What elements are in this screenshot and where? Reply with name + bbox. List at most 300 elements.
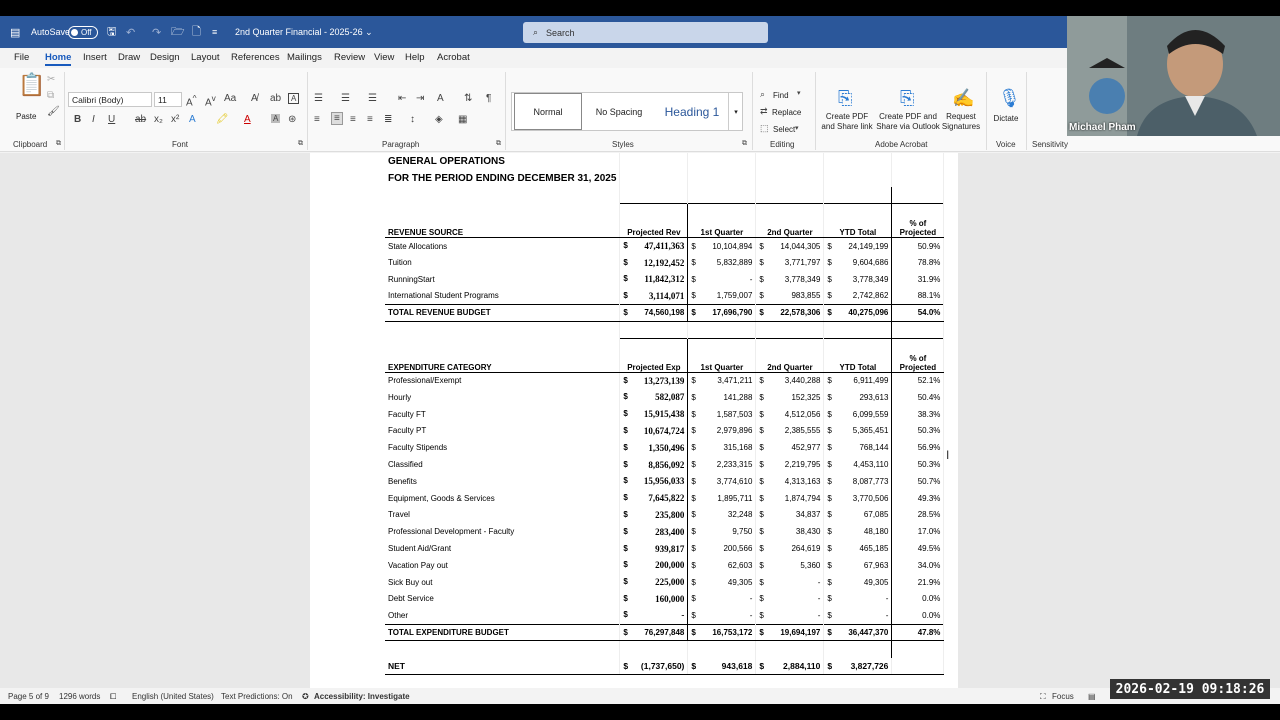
expenditure-row [385, 439, 944, 456]
text-effects-icon[interactable]: A [189, 114, 196, 125]
expenditure-q2: $ 152,325 [756, 389, 824, 406]
superscript-icon[interactable]: x² [171, 114, 180, 125]
expenditure-projected: $ 13,273,139 [620, 372, 688, 389]
revenue-q2: $ 983,855 [756, 288, 824, 305]
revenue-pct: 88.1% [892, 288, 944, 305]
expenditure-q1: $ 3,471,211 [688, 372, 756, 389]
expenditure-pct: 0.0% [892, 591, 944, 608]
create-pdf-outlook-button[interactable]: Create PDF and Share via Outlook [876, 112, 940, 131]
expenditure-header-ytd: YTD Total [824, 338, 892, 372]
copy-icon[interactable]: ⧉ [47, 90, 55, 101]
revenue-total-ytd: $ 40,275,096 [824, 305, 892, 322]
participant-name: Michael Pham [1069, 122, 1136, 133]
revenue-label: RunningStart [385, 271, 620, 288]
expenditure-pct: 38.3% [892, 406, 944, 423]
format-painter-icon[interactable]: 🖌 [47, 106, 60, 117]
change-case-icon[interactable]: Aa [224, 93, 237, 104]
expenditure-projected: $ 7,645,822 [620, 490, 688, 507]
blank-cell [824, 153, 892, 170]
status-bar [0, 688, 1280, 704]
revenue-projected: $ 12,192,452 [620, 254, 688, 271]
net-value: $ (1,737,650) [620, 658, 688, 675]
blank-cell [688, 170, 756, 187]
expenditure-total-row [385, 624, 944, 641]
expenditure-label: Student Aid/Grant [385, 540, 620, 557]
dictate-button[interactable]: Dictate [993, 114, 1019, 123]
expenditure-row [385, 507, 944, 524]
expenditure-projected: $ 15,915,438 [620, 406, 688, 423]
spacer-row [385, 321, 944, 338]
blank-cell [756, 321, 824, 338]
document-area [0, 153, 1280, 688]
character-border-icon[interactable]: A [288, 93, 299, 104]
expenditure-projected: $ 235,800 [620, 507, 688, 524]
find-icon[interactable]: ⌕ [760, 89, 766, 99]
expenditure-q1: $ 62,603 [688, 557, 756, 574]
expenditure-ytd: $ 67,085 [824, 507, 892, 524]
numbering-icon[interactable]: ☰ [341, 93, 350, 104]
read-mode-icon[interactable]: ▤ [1088, 692, 1096, 701]
character-shading-icon[interactable]: A [273, 114, 279, 123]
expenditure-label: Faculty PT [385, 423, 620, 440]
blank-cell [892, 153, 944, 170]
revenue-ytd: $ 24,149,199 [824, 237, 892, 254]
search-placeholder: Search [546, 27, 575, 38]
title-general-operations-cell: GENERAL OPERATIONS [385, 153, 620, 170]
select-dropdown-icon[interactable]: ▾ [795, 125, 799, 132]
undo-icon[interactable]: ↶ [126, 26, 136, 39]
document-page[interactable] [310, 153, 958, 688]
expenditure-ytd: $ 293,613 [824, 389, 892, 406]
blank-cell [892, 641, 944, 658]
borders-icon[interactable]: ▦ [458, 114, 468, 125]
expenditure-ytd: $ 6,099,559 [824, 406, 892, 423]
bullets-icon[interactable]: ☰ [314, 93, 323, 104]
styles-gallery [511, 92, 743, 131]
blank-cell [620, 187, 688, 204]
expenditure-label: Faculty FT [385, 406, 620, 423]
tab-view[interactable]: View [374, 52, 395, 63]
expenditure-label: Classified [385, 456, 620, 473]
word-count[interactable]: 1296 words [59, 692, 101, 701]
sort-icon[interactable]: ⇅ [464, 93, 473, 104]
expenditure-header-label: EXPENDITURE CATEGORY [385, 338, 620, 372]
expenditure-ytd: $ 8,087,773 [824, 473, 892, 490]
revenue-header-label: REVENUE SOURCE [385, 203, 620, 237]
expenditure-q1: $ 49,305 [688, 574, 756, 591]
financial-table [385, 153, 944, 675]
spacer-row [385, 641, 944, 658]
accessibility-icon: ✪ [302, 692, 309, 701]
expenditure-row [385, 591, 944, 608]
expenditure-q1: $ 2,233,315 [688, 456, 756, 473]
paste-button[interactable]: Paste [16, 112, 37, 121]
microphone-icon[interactable]: 🎙 [998, 88, 1021, 108]
revenue-pct: 50.9% [892, 237, 944, 254]
style-heading-1[interactable]: Heading 1 [664, 104, 720, 119]
expenditure-row [385, 540, 944, 557]
editing-group-label: Editing [770, 140, 795, 149]
expenditure-ytd: $ - [824, 591, 892, 608]
enclose-characters-icon[interactable]: ⊛ [288, 114, 297, 125]
expenditure-pct: 0.0% [892, 607, 944, 624]
expenditure-header-q2: 2nd Quarter [756, 338, 824, 372]
expenditure-projected: $ 8,856,092 [620, 456, 688, 473]
revenue-row [385, 271, 944, 288]
tab-acrobat[interactable]: Acrobat [437, 52, 470, 63]
expenditure-ytd: $ - [824, 607, 892, 624]
expenditure-q1: $ - [688, 607, 756, 624]
expenditure-ytd: $ 768,144 [824, 439, 892, 456]
subscript-icon[interactable]: x₂ [154, 114, 163, 125]
blank-cell [756, 641, 824, 658]
autosave-label: AutoSave [31, 27, 71, 37]
expenditure-q1: $ 200,566 [688, 540, 756, 557]
align-center-icon[interactable]: ≡ [331, 112, 343, 125]
expenditure-q1: $ 141,288 [688, 389, 756, 406]
create-pdf-share-link-button[interactable]: Create PDF and Share link [821, 112, 873, 131]
expenditure-q1: $ 32,248 [688, 507, 756, 524]
show-formatting-icon[interactable]: ¶ [486, 93, 492, 104]
accessibility-status[interactable]: Accessibility: Investigate [314, 692, 410, 701]
open-folder-icon[interactable]: 🗁 [171, 25, 185, 38]
revenue-header-row [385, 203, 944, 237]
align-left-icon[interactable]: ≡ [314, 114, 320, 125]
revenue-ytd: $ 9,604,686 [824, 254, 892, 271]
expenditure-row [385, 456, 944, 473]
expenditure-q2: $ 1,874,794 [756, 490, 824, 507]
text-predictions[interactable]: Text Predictions: On [221, 692, 293, 701]
page-count[interactable]: Page 5 of 9 [8, 692, 49, 701]
asian-layout-icon[interactable]: A [437, 93, 444, 104]
blank-cell [620, 641, 688, 658]
expenditure-q2: $ 264,619 [756, 540, 824, 557]
shrink-font-icon[interactable]: $A^v$ [205, 93, 216, 109]
expenditure-total-q2: $ 19,694,197 [756, 624, 824, 641]
tab-references[interactable]: References [231, 52, 280, 63]
bold-icon[interactable]: B [74, 114, 82, 125]
expenditure-header-q1: 1st Quarter [688, 338, 756, 372]
expenditure-total-ytd: $ 36,447,370 [824, 624, 892, 641]
paragraph-group-label: Paragraph [382, 140, 420, 149]
expenditure-label: Travel [385, 507, 620, 524]
proofing-icon[interactable]: ⧠ [110, 692, 117, 701]
expenditure-row [385, 473, 944, 490]
title-period-ending [385, 170, 944, 187]
document-title[interactable]: 2nd Quarter Financial - 2025-26 ⌄ [235, 26, 373, 37]
blank-cell [892, 321, 944, 338]
expenditure-projected: $ 15,956,033 [620, 473, 688, 490]
paste-icon[interactable]: 📋 [18, 72, 46, 97]
tab-draw[interactable]: Draw [118, 52, 141, 63]
phonetic-guide-icon[interactable]: ab [270, 93, 282, 104]
decrease-indent-icon[interactable]: ⇤ [398, 93, 407, 104]
justify-icon[interactable]: ≡ [367, 114, 373, 125]
revenue-q1: $ 1,759,007 [688, 288, 756, 305]
expenditure-total-projected: $ 76,297,848 [620, 624, 688, 641]
expenditure-projected: $ 160,000 [620, 591, 688, 608]
revenue-q2: $ 3,771,797 [756, 254, 824, 271]
select-button[interactable]: Select [773, 125, 796, 134]
focus-icon[interactable]: ⛶ [1040, 692, 1046, 701]
blank-cell [385, 187, 620, 204]
revenue-label: State Allocations [385, 237, 620, 254]
strikethrough-icon[interactable]: ab [135, 114, 147, 125]
font-color-icon[interactable]: A [244, 114, 251, 125]
language[interactable]: English (United States) [132, 692, 214, 701]
expenditure-q2: $ - [756, 574, 824, 591]
blank-cell [824, 641, 892, 658]
expenditure-label: Debt Service [385, 591, 620, 608]
tab-insert[interactable]: Insert [83, 52, 107, 63]
search-box[interactable] [523, 22, 768, 43]
style-normal[interactable]: Normal [514, 93, 582, 130]
blank-cell [688, 321, 756, 338]
expenditure-label: Vacation Pay out [385, 557, 620, 574]
revenue-header-q1: 1st Quarter [688, 203, 756, 237]
clear-formatting-icon[interactable]: A̸ [251, 93, 258, 104]
sensitivity-group-label: Sensitivity [1032, 140, 1069, 149]
blank-cell [756, 187, 824, 204]
expenditure-pct: 50.3% [892, 423, 944, 440]
expenditure-q2: $ 34,837 [756, 507, 824, 524]
expenditure-q2: $ 2,385,555 [756, 423, 824, 440]
title-general-operations [385, 153, 944, 170]
net-value: $ 943,618 [688, 658, 756, 675]
revenue-total-q2: $ 22,578,306 [756, 305, 824, 322]
expenditure-pct: 50.4% [892, 389, 944, 406]
net-label: NET [385, 658, 620, 675]
replace-icon[interactable]: ⇄ [760, 106, 768, 116]
blank-cell [824, 187, 892, 204]
styles-more-icon[interactable]: ▾ [728, 93, 743, 130]
expenditure-q2: $ 2,219,795 [756, 456, 824, 473]
expenditure-projected: $ 200,000 [620, 557, 688, 574]
revenue-row [385, 288, 944, 305]
create-pdf-share-link-icon[interactable]: ⎘ [838, 88, 853, 108]
font-size-dropdown[interactable]: 11 [154, 92, 182, 107]
expenditure-total-pct: 47.8% [892, 624, 944, 641]
blank-cell [824, 170, 892, 187]
revenue-ytd: $ 2,742,862 [824, 288, 892, 305]
multilevel-list-icon[interactable]: ☰ [368, 93, 377, 104]
expenditure-projected: $ 582,087 [620, 389, 688, 406]
revenue-row [385, 237, 944, 254]
focus-button[interactable]: Focus [1052, 692, 1074, 701]
cut-icon[interactable]: ✂ [47, 74, 56, 85]
expenditure-q1: $ 9,750 [688, 523, 756, 540]
revenue-header-projected: Projected Rev [620, 203, 688, 237]
grow-font-icon[interactable]: A^ [186, 93, 197, 109]
blank-cell [892, 658, 944, 675]
expenditure-pct: 28.5% [892, 507, 944, 524]
expenditure-pct: 52.1% [892, 372, 944, 389]
expenditure-q2: $ 5,360 [756, 557, 824, 574]
blank-cell [688, 641, 756, 658]
highlight-icon[interactable]: 🖍 [216, 114, 229, 125]
find-dropdown-icon[interactable]: ▾ [797, 90, 801, 97]
webcam-overlay [1067, 16, 1280, 136]
spacer-row [385, 187, 944, 204]
expenditure-total-q1: $ 16,753,172 [688, 624, 756, 641]
request-signatures-button[interactable]: Request Signatures [941, 112, 981, 131]
revenue-q2: $ 14,044,305 [756, 237, 824, 254]
revenue-label: Tuition [385, 254, 620, 271]
expenditure-row [385, 389, 944, 406]
replace-button[interactable]: Replace [772, 108, 802, 117]
expenditure-row [385, 574, 944, 591]
align-right-icon[interactable]: ≡ [350, 114, 356, 125]
style-no-spacing[interactable]: No Spacing [595, 106, 643, 117]
expenditure-q2: $ 4,313,163 [756, 473, 824, 490]
expenditure-q1: $ 1,587,503 [688, 406, 756, 423]
expenditure-ytd: $ 4,453,110 [824, 456, 892, 473]
expenditure-q2: $ - [756, 591, 824, 608]
expenditure-pct: 21.9% [892, 574, 944, 591]
expenditure-header-pct: % of Projected [892, 338, 944, 372]
underline-icon[interactable]: U [108, 114, 116, 125]
expenditure-pct: 17.0% [892, 523, 944, 540]
expenditure-total-label: TOTAL EXPENDITURE BUDGET [385, 624, 620, 641]
save-icon[interactable]: 🖫 [107, 25, 117, 38]
expenditure-ytd: $ 67,963 [824, 557, 892, 574]
expenditure-q1: $ 2,979,896 [688, 423, 756, 440]
blank-cell [688, 187, 756, 204]
revenue-total-label: TOTAL REVENUE BUDGET [385, 305, 620, 322]
expenditure-row [385, 406, 944, 423]
italic-icon[interactable]: I [92, 114, 95, 125]
blank-cell [620, 153, 688, 170]
revenue-projected: $ 47,411,363 [620, 237, 688, 254]
font-name-dropdown[interactable]: Calibri (Body) [68, 92, 152, 107]
select-icon[interactable]: ⬚ [760, 123, 769, 133]
revenue-pct: 31.9% [892, 271, 944, 288]
expenditure-ytd: $ 6,911,499 [824, 372, 892, 389]
expenditure-q2: $ 38,430 [756, 523, 824, 540]
expenditure-ytd: $ 465,185 [824, 540, 892, 557]
shading-icon[interactable]: ◈ [435, 114, 443, 125]
expenditure-q2: $ - [756, 607, 824, 624]
title-period-ending-cell: FOR THE PERIOD ENDING DECEMBER 31, 2025 [385, 170, 620, 187]
revenue-projected: $ 11,842,312 [620, 271, 688, 288]
expenditure-row [385, 490, 944, 507]
word-app-icon[interactable]: ▤ [10, 26, 21, 39]
expenditure-q2: $ 3,440,288 [756, 372, 824, 389]
autosave-state: Off [81, 27, 92, 37]
styles-group-label: Styles [612, 140, 634, 149]
create-pdf-outlook-icon[interactable]: ⎘ [900, 88, 915, 108]
expenditure-q1: $ - [688, 591, 756, 608]
expenditure-label: Equipment, Goods & Services [385, 490, 620, 507]
expenditure-q2: $ 4,512,056 [756, 406, 824, 423]
expenditure-projected: $ - [620, 607, 688, 624]
font-launcher-icon[interactable]: ⧉ [298, 140, 303, 147]
expenditure-projected: $ 939,817 [620, 540, 688, 557]
expenditure-row [385, 607, 944, 624]
expenditure-header-projected: Projected Exp [620, 338, 688, 372]
expenditure-pct: 49.3% [892, 490, 944, 507]
revenue-q2: $ 3,778,349 [756, 271, 824, 288]
expenditure-projected: $ 225,000 [620, 574, 688, 591]
revenue-total-row [385, 305, 944, 322]
expenditure-label: Professional/Exempt [385, 372, 620, 389]
expenditure-projected: $ 283,400 [620, 523, 688, 540]
revenue-header-q2: 2nd Quarter [756, 203, 824, 237]
revenue-label: International Student Programs [385, 288, 620, 305]
tab-home[interactable]: Home [45, 52, 71, 66]
blank-cell [620, 170, 688, 187]
increase-indent-icon[interactable]: ⇥ [416, 93, 425, 104]
new-document-icon[interactable]: 🗋 [192, 25, 201, 38]
blank-cell [756, 170, 824, 187]
tab-design[interactable]: Design [150, 52, 180, 63]
expenditure-ytd: $ 3,770,506 [824, 490, 892, 507]
expenditure-pct: 50.3% [892, 456, 944, 473]
revenue-q1: $ 10,104,894 [688, 237, 756, 254]
tab-review[interactable]: Review [334, 52, 366, 63]
autosave-toggle[interactable] [68, 26, 98, 39]
tab-help[interactable]: Help [405, 52, 425, 63]
customize-toolbar-icon[interactable]: ≡ [212, 27, 218, 37]
revenue-header-pct: % of Projected [892, 203, 944, 237]
redo-icon[interactable]: ↷ [152, 26, 162, 39]
blank-cell [385, 641, 620, 658]
revenue-q1: $ - [688, 271, 756, 288]
expenditure-ytd: $ 5,365,451 [824, 423, 892, 440]
revenue-ytd: $ 3,778,349 [824, 271, 892, 288]
webcam-video [1067, 16, 1280, 136]
text-cursor-icon: I [946, 448, 950, 462]
expenditure-header-row [385, 338, 944, 372]
styles-launcher-icon[interactable]: ⧉ [742, 140, 747, 147]
blank-cell [756, 153, 824, 170]
blank-cell [620, 321, 688, 338]
revenue-projected: $ 3,114,071 [620, 288, 688, 305]
expenditure-ytd: $ 48,180 [824, 523, 892, 540]
expenditure-label: Other [385, 607, 620, 624]
search-icon: ⌕ [533, 27, 539, 37]
line-spacing-icon[interactable]: ↕ [410, 114, 415, 125]
find-button[interactable]: Find [773, 91, 789, 100]
expenditure-q1: $ 1,895,711 [688, 490, 756, 507]
distributed-icon[interactable]: ≣ [384, 114, 393, 125]
expenditure-row [385, 372, 944, 389]
tab-mailings[interactable]: Mailings [287, 52, 322, 63]
blank-cell [385, 321, 620, 338]
clipboard-launcher-icon[interactable]: ⧉ [56, 140, 61, 147]
tab-file[interactable]: File [14, 52, 30, 63]
revenue-total-q1: $ 17,696,790 [688, 305, 756, 322]
expenditure-q2: $ 452,977 [756, 439, 824, 456]
revenue-q1: $ 5,832,889 [688, 254, 756, 271]
tab-layout[interactable]: Layout [191, 52, 220, 63]
paragraph-launcher-icon[interactable]: ⧉ [496, 140, 501, 147]
timestamp-overlay: 2026-02-19 09:18:26 [1110, 679, 1270, 699]
font-group-label: Font [172, 140, 189, 149]
expenditure-row [385, 423, 944, 440]
revenue-pct: 78.8% [892, 254, 944, 271]
expenditure-label: Faculty Stipends [385, 439, 620, 456]
revenue-header-ytd: YTD Total [824, 203, 892, 237]
blank-cell [892, 170, 944, 187]
expenditure-row [385, 557, 944, 574]
revenue-row [385, 254, 944, 271]
expenditure-pct: 56.9% [892, 439, 944, 456]
expenditure-label: Benefits [385, 473, 620, 490]
revenue-total-pct: 54.0% [892, 305, 944, 322]
request-signatures-icon[interactable]: ✍ [952, 88, 975, 108]
expenditure-pct: 49.5% [892, 540, 944, 557]
